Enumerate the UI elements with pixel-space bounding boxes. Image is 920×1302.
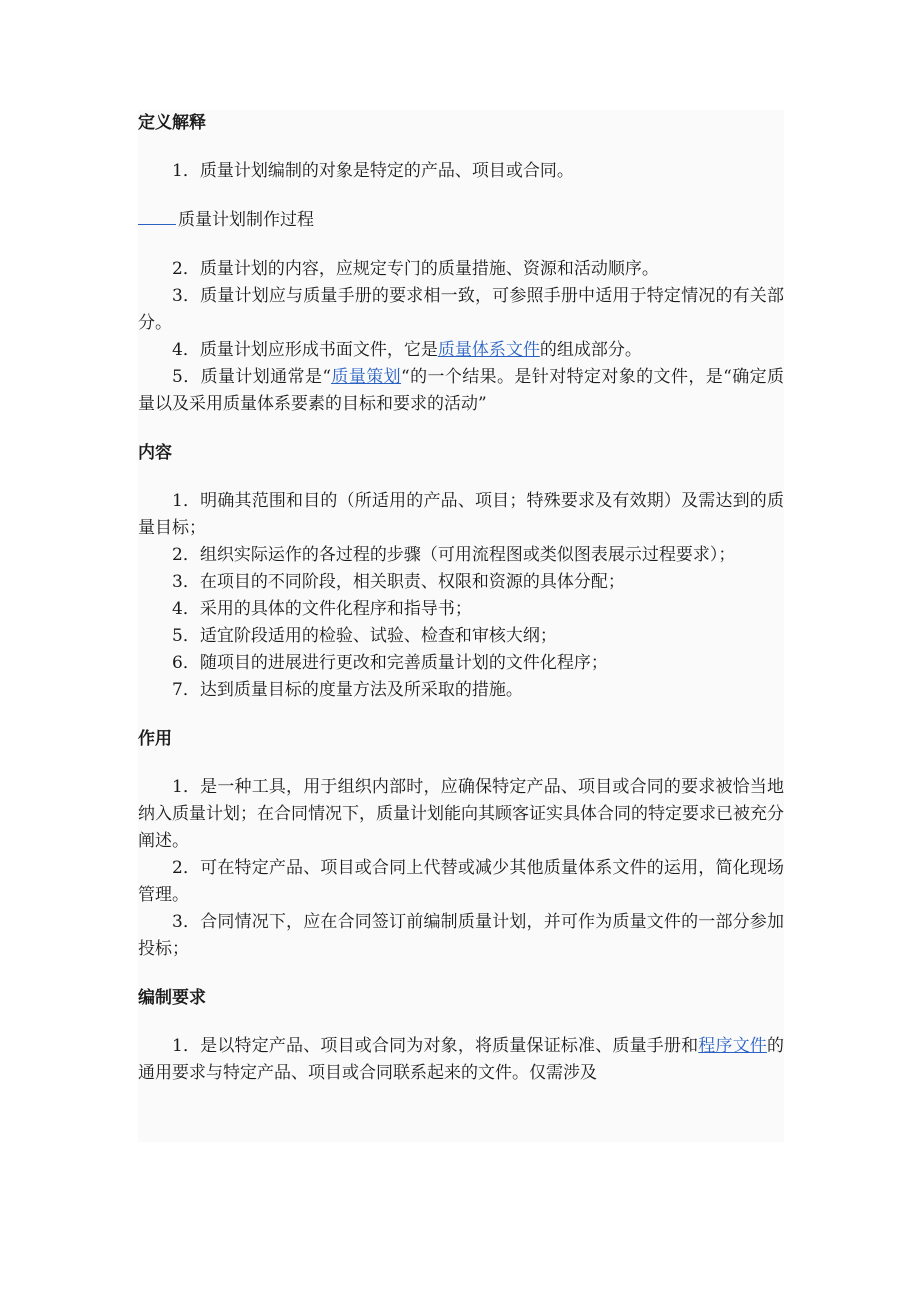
quality-planning-link[interactable]: 质量策划 [331, 367, 401, 387]
content-item: 1．明确其范围和目的（所适用的产品、项目；特殊要求及有效期）及需达到的质量目标； [138, 491, 784, 538]
document-body [138, 110, 784, 1142]
definition-item-2: 2．质量计划的内容，应规定专门的质量措施、资源和活动顺序。 [172, 259, 659, 279]
section-heading-role: 作用 [138, 729, 172, 749]
content-item: 4．采用的具体的文件化程序和指导书； [172, 599, 472, 619]
broken-image-link[interactable] [138, 223, 176, 225]
section-heading-definition: 定义解释 [138, 113, 206, 133]
definition-item-4-text: 4．质量计划应形成书面文件，它是 [172, 340, 438, 360]
section-heading-content: 内容 [138, 443, 172, 463]
definition-item-5 [138, 364, 784, 418]
definition-item-5-tail: “的一个结果。是针对特定对象的文件，是“确定质量以及采用质量体系要素的目标和要求的活动” [138, 367, 784, 414]
content-item: 3．在项目的不同阶段，相关职责、权限和资源的具体分配； [172, 572, 625, 592]
image-caption-row [138, 207, 784, 234]
definition-item-4 [138, 337, 784, 364]
content-item: 6．随项目的进展进行更改和完善质量计划的文件化程序； [172, 653, 608, 673]
requirements-item-1-text: 1．是以特定产品、项目或合同为对象，将质量保证标准、质量手册和 [172, 1036, 699, 1056]
quality-system-documents-link[interactable]: 质量体系文件 [437, 340, 540, 360]
definition-item-1: 1．质量计划编制的对象是特定的产品、项目或合同。 [172, 161, 574, 181]
content-item: 7．达到质量目标的度量方法及所采取的措施。 [172, 680, 523, 700]
role-item: 3．合同情况下，应在合同签订前编制质量计划，并可作为质量文件的一部分参加投标； [138, 912, 784, 959]
image-caption: 质量计划制作过程 [178, 210, 314, 230]
procedure-documents-link[interactable]: 程序文件 [698, 1036, 767, 1056]
content-item: 2．组织实际运作的各过程的步骤（可用流程图或类似图表展示过程要求）； [172, 545, 736, 565]
definition-item-3: 3．质量计划应与质量手册的要求相一致，可参照手册中适用于特定情况的有关部分。 [138, 286, 784, 333]
role-item: 2．可在特定产品、项目或合同上代替或减少其他质量体系文件的运用，简化现场管理。 [138, 858, 784, 905]
definition-item-5-text: 5．质量计划通常是“ [172, 367, 332, 387]
requirements-item-1-tail: 的通用要求与特定产品、项目或合同联系起来的文件。仅需涉及 [138, 1036, 784, 1083]
section-heading-requirements: 编制要求 [138, 988, 206, 1008]
requirements-item-1 [138, 1033, 784, 1087]
content-item: 5．适宜阶段适用的检验、试验、检查和审核大纲； [172, 626, 557, 646]
role-item: 1．是一种工具，用于组织内部时，应确保特定产品、项目或合同的要求被恰当地纳入质量计划；在合同情况下，质量计划能向其顾客证实具体合同的特定要求已被充分阐述。 [138, 777, 784, 851]
definition-item-4-tail: 的组成部分。 [539, 340, 642, 360]
